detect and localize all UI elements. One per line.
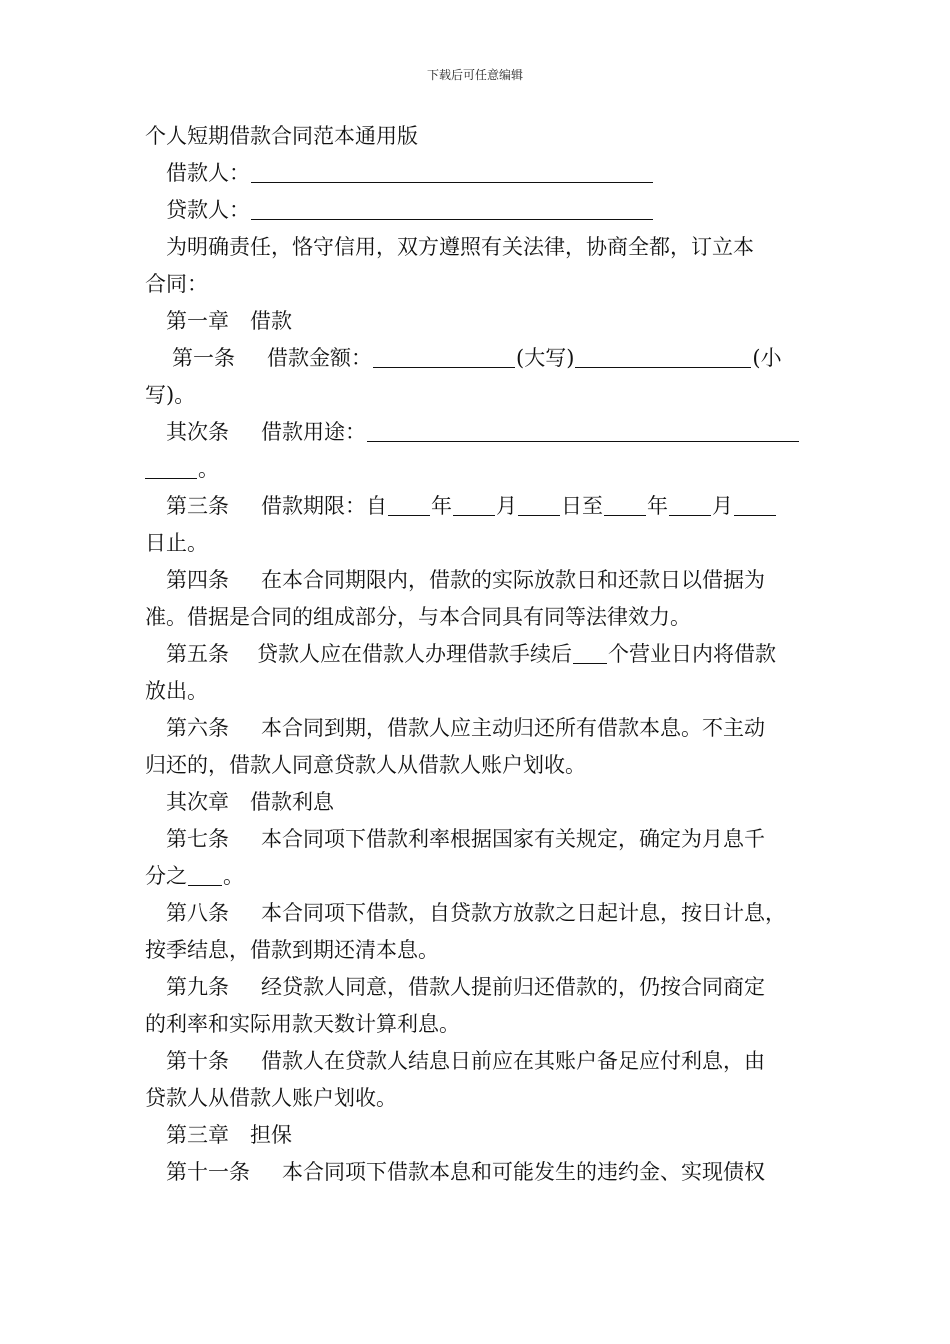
intro-line-2: 合同：	[145, 272, 208, 296]
purpose-blank-cont	[145, 454, 197, 479]
article-6-label: 第六条	[166, 716, 229, 740]
borrower-blank	[251, 158, 653, 183]
article-6-line-1: 第六条 本合同到期，借款人应主动归还所有借款本息。不主动	[166, 716, 765, 740]
article-3-line-1: 第三条 借款期限：自 年 月 日至 年 月	[145, 488, 810, 525]
article-7-line-2: 分之 。	[145, 858, 810, 895]
article-1-line-1	[145, 340, 810, 377]
borrower-label: 借款人：	[166, 161, 250, 185]
article-1-upper-label: (大写)	[516, 346, 575, 370]
lender-blank	[251, 195, 653, 220]
article-2-text: 借款用途：	[261, 420, 366, 444]
article-2-label: 其次条	[166, 420, 229, 444]
article-6-line-2: 归还的，借款人同意贷款人从借款人账户划收。	[145, 753, 586, 777]
business-days-blank	[573, 639, 607, 664]
document-title: 个人短期借款合同范本通用版	[145, 124, 418, 148]
article-7-line-1: 第七条 本合同项下借款利率根据国家有关规定，确定为月息千	[166, 827, 765, 851]
article-1-label: 第一条	[172, 346, 235, 370]
article-1-line-2: 写)。	[145, 383, 196, 407]
chapter-3-heading: 第三章 担保	[166, 1123, 292, 1147]
article-2-line-2: 。	[145, 451, 810, 488]
article-11-label: 第十一条	[166, 1160, 250, 1184]
article-5-line-1: 第五条 贷款人应在借款人办理借款手续后 个营业日内将借款	[145, 636, 810, 673]
article-9-line-2: 的利率和实际用款天数计算利息。	[145, 1012, 460, 1036]
chapter-2-heading: 其次章 借款利息	[166, 790, 334, 814]
article-8-line-2: 按季结息，借款到期还清本息。	[145, 938, 439, 962]
article-7-label: 第七条	[166, 827, 229, 851]
article-4-label: 第四条	[166, 568, 229, 592]
lender-line	[145, 192, 810, 229]
article-5-line-2: 放出。	[145, 679, 208, 703]
intro-line-1: 为明确责任，恪守信用，双方遵照有关法律，协商全都，订立本	[166, 235, 754, 259]
borrower-line	[145, 155, 810, 192]
purpose-blank	[367, 417, 799, 442]
article-2-line-1	[145, 414, 810, 451]
end-day-blank	[734, 491, 776, 516]
article-8-label: 第八条	[166, 901, 229, 925]
article-3-label: 第三条	[166, 494, 229, 518]
article-11-line-1: 第十一条 本合同项下借款本息和可能发生的违约金、实现债权	[166, 1160, 765, 1184]
start-day-blank	[518, 491, 560, 516]
article-1-text: 借款金额：	[267, 346, 372, 370]
article-10-label: 第十条	[166, 1049, 229, 1073]
chapter-1-heading: 第一章 借款	[166, 309, 292, 333]
article-4-line-2: 准。借据是合同的组成部分，与本合同具有同等法律效力。	[145, 605, 691, 629]
article-4-line-1: 第四条 在本合同期限内，借款的实际放款日和还款日以借据为	[166, 568, 765, 592]
contract-body	[145, 118, 810, 1191]
article-3-text: 借款期限：自	[261, 494, 387, 518]
article-9-label: 第九条	[166, 975, 229, 999]
start-year-blank	[388, 491, 430, 516]
amount-lower-blank	[575, 343, 751, 368]
article-5-label: 第五条	[166, 642, 229, 666]
end-month-blank	[669, 491, 711, 516]
amount-upper-blank	[373, 343, 515, 368]
end-year-blank	[604, 491, 646, 516]
article-8-line-1: 第八条 本合同项下借款，自贷款方放款之日起计息，按日计息，	[166, 901, 786, 925]
page-header: 下载后可任意编辑	[426, 68, 523, 82]
article-10-line-2: 贷款人从借款人账户划收。	[145, 1086, 397, 1110]
lender-label: 贷款人：	[166, 198, 250, 222]
interest-rate-blank	[188, 861, 222, 886]
article-10-line-1: 第十条 借款人在贷款人结息日前应在其账户备足应付利息，由	[166, 1049, 765, 1073]
article-9-line-1: 第九条 经贷款人同意，借款人提前归还借款的，仍按合同商定	[166, 975, 765, 999]
article-3-line-2: 日止。	[145, 531, 208, 555]
start-month-blank	[453, 491, 495, 516]
article-1-lower-label: (小	[752, 346, 782, 370]
